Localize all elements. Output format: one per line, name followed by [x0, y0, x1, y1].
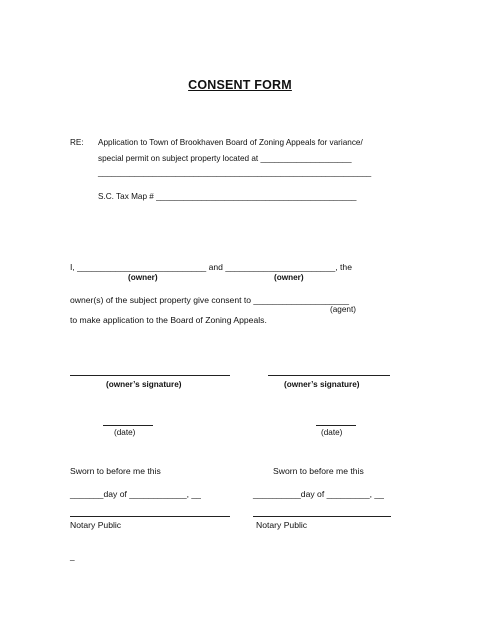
owner-signature-line-right — [268, 375, 390, 376]
owner-signature-label-right: (owner’s signature) — [284, 380, 360, 389]
owner-label-2: (owner) — [274, 273, 304, 282]
page-title: CONSENT FORM — [188, 78, 292, 92]
notary-public-label-left: Notary Public — [70, 520, 122, 530]
re-application-line: Application to Town of Brookhaven Board of Zoning Appeals for variance/ — [98, 138, 363, 147]
day-of-line-left: _______day of ____________, __ — [70, 489, 201, 499]
owner-label-1: (owner) — [128, 273, 158, 282]
notary-public-label-right: Notary Public — [256, 520, 308, 530]
owner-signature-label-left: (owner’s signature) — [106, 380, 182, 389]
owners-line: I, ___________________________ and _______________________, the — [70, 262, 352, 272]
owner-signature-line-left — [70, 375, 230, 376]
sworn-text-left: Sworn to before me this — [70, 466, 161, 476]
agent-label: (agent) — [330, 305, 356, 314]
application-purpose-line: to make application to the Board of Zoning Appeals. — [70, 315, 267, 325]
re-label: RE: — [70, 138, 84, 147]
date-label-left: (date) — [114, 428, 136, 437]
footer-mark: _ — [70, 552, 75, 561]
consent-line: owner(s) of the subject property give consent to ____________________ — [70, 295, 350, 305]
tax-map-line: S.C. Tax Map # ____________________________________________ — [98, 192, 357, 201]
date-line-right — [316, 425, 356, 426]
sworn-text-right: Sworn to before me this — [273, 466, 364, 476]
notary-signature-line-right — [253, 516, 391, 517]
date-label-right: (date) — [321, 428, 343, 437]
date-line-left — [103, 425, 153, 426]
notary-signature-line-left — [70, 516, 230, 517]
re-blank-line: ____________________________________________________________ — [98, 168, 372, 177]
day-of-line-right: __________day of _________, __ — [253, 489, 384, 499]
re-property-location-line: special permit on subject property located at ____________________ — [98, 154, 352, 163]
